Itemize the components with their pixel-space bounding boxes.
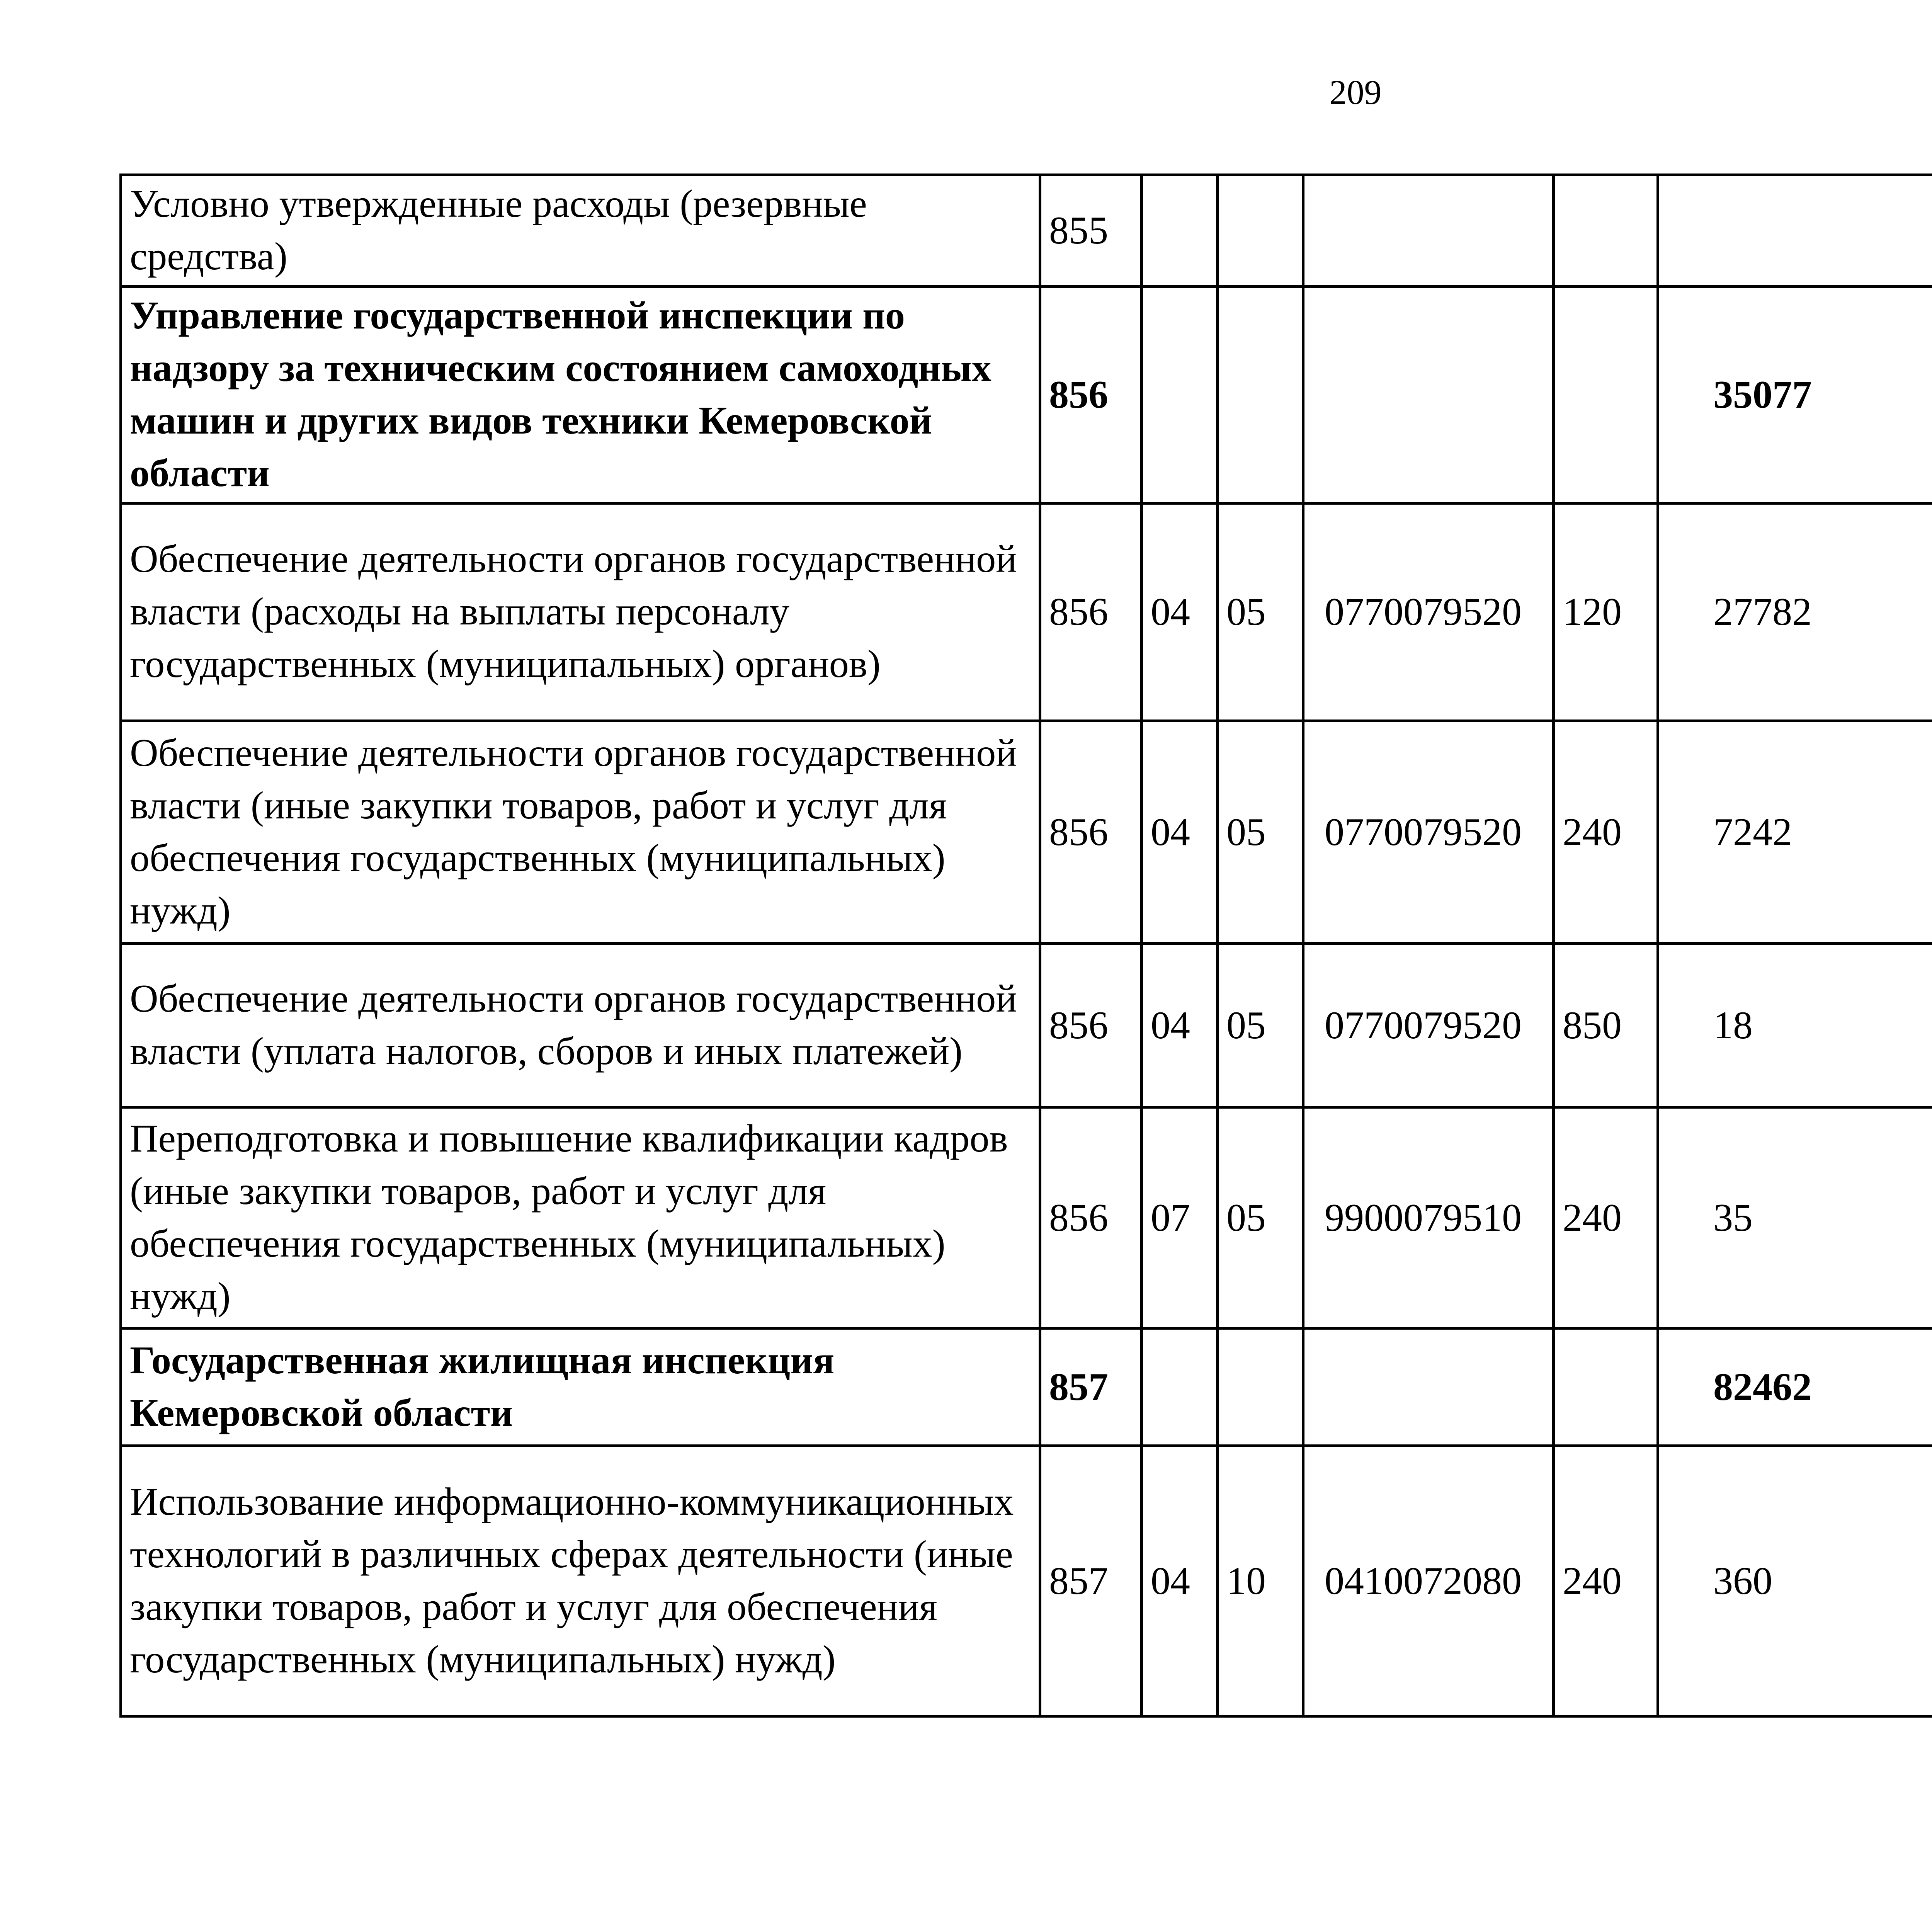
target-article-cell: 0410072080	[1303, 1446, 1554, 1716]
amount-year-1-cell: 360	[1658, 1446, 1932, 1716]
expense-type-cell: 850	[1554, 944, 1658, 1107]
department-code-cell: 857	[1040, 1328, 1142, 1446]
section-code-cell: 04	[1142, 1446, 1218, 1716]
department-code-cell: 857	[1040, 1446, 1142, 1716]
section-code-cell: 04	[1142, 944, 1218, 1107]
section-code-cell	[1142, 1328, 1218, 1446]
section-code-cell: 07	[1142, 1107, 1218, 1328]
expense-type-cell	[1554, 175, 1658, 287]
expense-type-cell	[1554, 287, 1658, 503]
subsection-code-cell	[1218, 175, 1303, 287]
amount-year-1-cell: 35	[1658, 1107, 1932, 1328]
table-row	[121, 1107, 1932, 1328]
department-code-cell: 856	[1040, 944, 1142, 1107]
amount-year-1-cell: 35077	[1658, 287, 1932, 503]
table-row	[121, 1328, 1932, 1446]
table-row	[121, 175, 1932, 287]
table-row	[121, 721, 1932, 944]
department-code-cell: 856	[1040, 503, 1142, 721]
target-article-cell: 0770079520	[1303, 944, 1554, 1107]
department-code-cell: 855	[1040, 175, 1142, 287]
amount-year-1-cell: 27782	[1658, 503, 1932, 721]
page-number: 209	[1329, 73, 1382, 112]
target-article-cell	[1303, 287, 1554, 503]
target-article-cell: 0770079520	[1303, 721, 1554, 944]
subsection-code-cell: 05	[1218, 503, 1303, 721]
section-code-cell	[1142, 287, 1218, 503]
department-code-cell: 856	[1040, 287, 1142, 503]
subsection-code-cell	[1218, 287, 1303, 503]
expense-type-cell: 120	[1554, 503, 1658, 721]
budget-table	[119, 173, 1932, 1718]
target-article-cell	[1303, 175, 1554, 287]
expense-type-cell: 240	[1554, 1107, 1658, 1328]
section-code-cell: 04	[1142, 503, 1218, 721]
expense-name-cell: Обеспечение деятельности органов государственной власти (иные закупки товаров, работ и услуг для обеспечения государственных (муниципальных) нужд)	[121, 721, 1040, 944]
subsection-code-cell: 05	[1218, 1107, 1303, 1328]
amount-year-1-cell: 7242	[1658, 721, 1932, 944]
target-article-cell: 0770079520	[1303, 503, 1554, 721]
expense-name-cell: Управление государственной инспекции по надзору за техническим состоянием самоходных машин и других видов техники Кемеровской области	[121, 287, 1040, 503]
subsection-code-cell	[1218, 1328, 1303, 1446]
expense-name-cell: Переподготовка и повышение квалификации кадров (иные закупки товаров, работ и услуг для обеспечения государственных (муниципальных) нужд)	[121, 1107, 1040, 1328]
section-code-cell: 04	[1142, 721, 1218, 944]
department-code-cell: 856	[1040, 721, 1142, 944]
expense-name-cell: Обеспечение деятельности органов государственной власти (расходы на выплаты персоналу государственных (муниципальных) органов)	[121, 503, 1040, 721]
amount-year-1-cell	[1658, 175, 1932, 287]
target-article-cell	[1303, 1328, 1554, 1446]
table-row	[121, 944, 1932, 1107]
expense-type-cell: 240	[1554, 1446, 1658, 1716]
department-code-cell: 856	[1040, 1107, 1142, 1328]
table-row	[121, 287, 1932, 503]
subsection-code-cell: 05	[1218, 944, 1303, 1107]
expense-name-cell: Государственная жилищная инспекция Кемеровской области	[121, 1328, 1040, 1446]
subsection-code-cell: 05	[1218, 721, 1303, 944]
expense-type-cell: 240	[1554, 721, 1658, 944]
expense-name-cell: Использование информационно-коммуникационных технологий в различных сферах деятельности (иные закупки товаров, работ и услуг для обеспечения государственных (муниципальных) нужд)	[121, 1446, 1040, 1716]
expense-name-cell: Условно утвержденные расходы (резервные средства)	[121, 175, 1040, 287]
expense-name-cell: Обеспечение деятельности органов государственной власти (уплата налогов, сборов и иных платежей)	[121, 944, 1040, 1107]
section-code-cell	[1142, 175, 1218, 287]
target-article-cell: 9900079510	[1303, 1107, 1554, 1328]
amount-year-1-cell: 18	[1658, 944, 1932, 1107]
table-row	[121, 503, 1932, 721]
subsection-code-cell: 10	[1218, 1446, 1303, 1716]
table-row	[121, 1446, 1932, 1716]
amount-year-1-cell: 82462	[1658, 1328, 1932, 1446]
expense-type-cell	[1554, 1328, 1658, 1446]
